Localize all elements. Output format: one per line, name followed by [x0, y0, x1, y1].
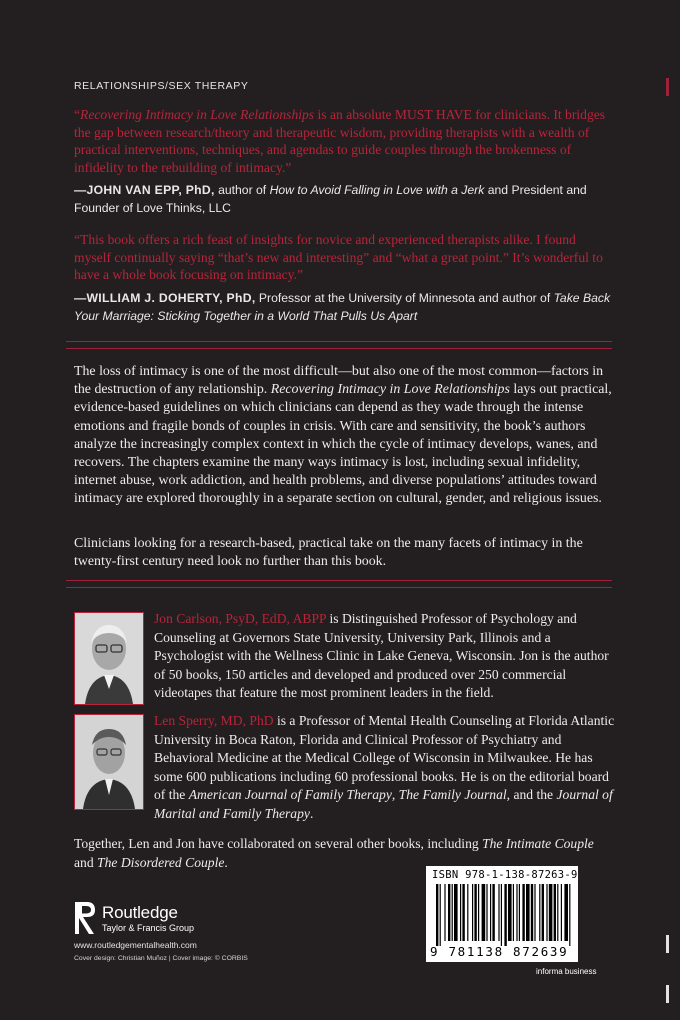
- barcode-bar: [546, 884, 547, 941]
- endorser-book: Take Back Your Marriage: Sticking Together in a World That Pulls Us Apart: [74, 291, 611, 323]
- barcode-bar: [534, 884, 535, 941]
- spine-edge-mark: [666, 985, 680, 1003]
- endorser-affiliation: and President and Founder of Love Thinks, LLC: [74, 183, 587, 215]
- separator-text: , and the: [506, 787, 557, 803]
- informa-tagline: informa business: [536, 967, 597, 976]
- barcode-bar: [454, 884, 458, 941]
- description-text: lays out practical, evidence-based guidelines on which clinicians can depend as they wade through the intense emotions and fragile bonds of couples in crisis. With care and sensitivity, the book’s authors analyze the increasingly complex context in which the cycle of intimacy develops, wanes, and recovers. The chapters examine the many ways intimacy is lost, including sexual infidelity, internet abuse, work addiction, and health problems, and diverse populations’ attitudes toward intimacy are explored thoroughly in a separate section on cultural, gender, and religious issues.: [74, 382, 612, 507]
- barcode-bar: [542, 884, 544, 941]
- collaboration-text: and: [74, 854, 98, 870]
- journal-title: The Family Journal: [398, 787, 507, 803]
- barcode-bar: [526, 884, 530, 941]
- quote-text: is an absolute MUST HAVE for clinicians. It bridges the gap between research/theory and therapeutic wisdom, providing therapists with a wealth of practical interventions, techniques, and agendas to guide couples through the brokenness of infidelity to the rebuilding of intimacy.”: [74, 107, 606, 175]
- barcode-bar: [531, 884, 533, 941]
- barcode-bar: [474, 884, 476, 941]
- collaboration-text: Together, Len and Jon have collaborated on several other books, including: [74, 836, 483, 851]
- publisher-url[interactable]: www.routledgementalhealth.com: [74, 940, 197, 950]
- barcode-bar: [522, 884, 524, 941]
- endorsement-quote-2: “This book offers a rich feast of insights for novice and experienced therapists alike. I found myself continually saying “that’s new and interesting” and “what a great point.” It’s wonderful to have a whole book focusing on intimacy.”: [74, 232, 603, 283]
- other-book-title: The Disordered Couple: [97, 854, 225, 870]
- isbn-label: ISBN 978-1-138-87263-9: [432, 869, 578, 881]
- barcode-bar: [561, 884, 562, 941]
- routledge-logo-icon: [74, 900, 98, 936]
- barcode-bar: [490, 884, 491, 941]
- barcode-bar: [472, 884, 473, 941]
- endorser-book: How to Avoid Falling in Love with a Jerk: [269, 183, 485, 197]
- category-label: RELATIONSHIPS/SEX THERAPY: [74, 80, 249, 92]
- barcode-bar: [482, 884, 486, 941]
- author-bio-text: is a Professor of Mental Health Counseling at Florida Atlantic University in Boca Raton, Florida and Clinical Professor of Psychiatry and Behavioral Medicine at the Medical College of Wisconsin in Milwaukee. He has some 600 publications including 60 professional books. He is on the editorial board of the: [154, 713, 615, 803]
- barcode-bar: [519, 884, 520, 941]
- isbn-barcode: [426, 866, 578, 962]
- barcode-bar: [444, 884, 445, 941]
- barcode-bar: [501, 884, 502, 946]
- endorsement-attribution-2: [74, 290, 619, 326]
- barcode-bar: [448, 884, 450, 941]
- spine-edge-mark: [666, 935, 680, 953]
- author-photo-len-sperry: [74, 714, 144, 810]
- author-bio-len-sperry: [154, 712, 616, 824]
- endorser-role: author of: [214, 183, 270, 197]
- description-paragraph-1: [74, 363, 622, 509]
- author-name: Len Sperry, MD, PhD: [154, 713, 274, 728]
- description-text: The loss of intimacy is one of the most difficult—but also one of the most common—factors in the destruction of any relationship.: [74, 364, 604, 398]
- author-name: Jon Carlson, PsyD, EdD, ABPP: [154, 611, 327, 626]
- barcode-bar: [478, 884, 479, 941]
- separator-text: ,: [391, 787, 399, 803]
- ean-digits: 9 781138 872639: [430, 944, 569, 959]
- barcode-bar: [462, 884, 464, 941]
- barcode-bar: [486, 884, 487, 941]
- barcode-bar: [539, 884, 540, 941]
- publisher-name: Routledge: [102, 903, 178, 922]
- author-bio-text: is Distinguished Professor of Psychology and Counseling at Governors State University, University Park, Illinois and a Psychologist with the Wellness Clinic in Lake Geneva, Wisconsin. Jon is the author of 50 books, 150 articles and developed and produced over 250 commercial videotapes that feature the most prominent leaders in the field.: [154, 611, 609, 701]
- spine-edge-mark: [666, 78, 680, 96]
- barcode-bar: [516, 884, 517, 941]
- quote-book-title: Recovering Intimacy in Love Relationships: [80, 107, 315, 122]
- quote-open-mark: “: [74, 107, 81, 122]
- barcode-bar: [557, 884, 558, 941]
- barcode-bar: [492, 884, 494, 941]
- publisher-group: Taylor & Francis Group: [102, 923, 195, 933]
- barcode-bar: [436, 884, 438, 946]
- author-bio-jon-carlson: [154, 610, 616, 703]
- portrait-illustration: [75, 613, 143, 704]
- endorser-role: Professor at the University of Minnesota and author of: [255, 291, 554, 305]
- barcode-bar: [440, 884, 441, 946]
- endorser-name: —JOHN VAN EPP, PhD,: [74, 183, 215, 197]
- divider-double-rule: [66, 341, 612, 349]
- journal-title: American Journal of Family Therapy: [188, 787, 392, 803]
- other-book-title: The Intimate Couple: [482, 836, 594, 851]
- barcode-bar: [498, 884, 499, 941]
- portrait-illustration: [75, 715, 143, 809]
- author-photo-jon-carlson: [74, 612, 144, 705]
- barcode-bar: [569, 884, 570, 946]
- endorsement-quote-1: [74, 106, 614, 176]
- barcode-bar: [513, 884, 514, 941]
- divider-double-rule: [66, 580, 612, 588]
- cover-credits: Cover design: Christian Muñoz | Cover image: © CORBIS: [74, 955, 248, 962]
- barcode-bar: [504, 884, 506, 946]
- barcode-bar: [554, 884, 556, 941]
- description-book-title: Recovering Intimacy in Love Relationships: [270, 382, 510, 398]
- barcode-icon: [430, 884, 574, 946]
- endorsement-attribution-1: [74, 182, 619, 218]
- barcode-bar: [549, 884, 553, 941]
- separator-text: .: [309, 805, 314, 821]
- barcode-bar: [452, 884, 453, 941]
- collaboration-text: .: [224, 854, 228, 870]
- barcode-bar: [467, 884, 468, 941]
- barcode-bar: [508, 884, 512, 941]
- journal-title: Journal of Marital and Family Therapy: [154, 787, 613, 821]
- endorser-name: —WILLIAM J. DOHERTY, PhD,: [74, 291, 256, 305]
- barcode-bar: [564, 884, 568, 941]
- description-paragraph-2: Clinicians looking for a research-based, practical take on the many facets of intimacy in the twenty-first century need look no further than this book.: [74, 536, 583, 570]
- barcode-bar: [460, 884, 461, 941]
